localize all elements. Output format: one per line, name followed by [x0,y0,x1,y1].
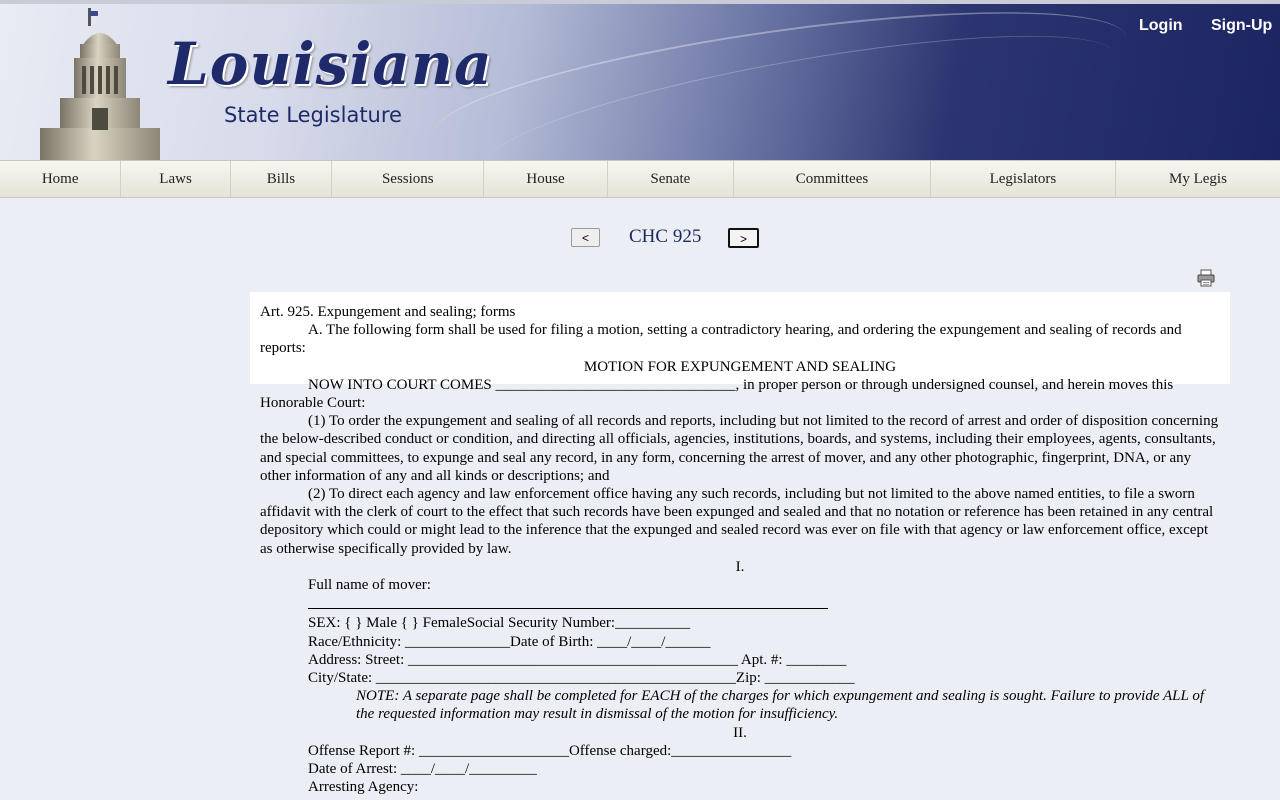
offense-line: Offense Report #: ____________________Offense charged:________________ [308,742,792,759]
nav-item-bills[interactable]: Bills [231,161,332,197]
nav-item-house[interactable]: House [484,161,607,197]
banner-top-border [0,0,1280,4]
full-name-label: Full name of mover: [308,577,431,594]
capitol-building-image [30,8,170,160]
section-heading-1: I. [735,558,745,575]
previous-article-button[interactable]: < [571,228,600,247]
document-code: CHC 925 [629,226,702,247]
race-dob-line: Race/Ethnicity: ______________Date of Birth: ____/____/______ [308,633,711,650]
nav-item-sessions[interactable]: Sessions [332,161,484,197]
paragraph-a: A. The following form shall be used for filing a motion, setting a contradictory hearing, and ordering the expungement and sealing of records and reports: [260,322,1182,357]
full-name-blank-line [260,594,1220,614]
logo-title: Louisiana [168,30,493,98]
item-1-paragraph: (1) To order the expungement and sealing of all records and reports, including but not limited to the record of arrest and order of disposition concerning the below-described conduct or condition, and directing all officials, agencies, institutions, boards, and systems, including their employees, agents, consultants, and special committees, to expunge and seal any record, in any form, concerning the arrest of mover, and any other photographic, fingerprint, DNA, or any other information of any and all kinds or descriptions; and [260,413,1219,484]
article-title: Art. 925. Expungement and sealing; forms [260,304,516,320]
motion-heading: MOTION FOR EXPUNGEMENT AND SEALING [583,358,897,375]
separate-page-note: NOTE: A separate page shall be completed for EACH of the charges for which expungement and sealing is sought. Failure to provide ALL of the requested information may result in dismissal of the motion for insufficiency. [356,688,1204,723]
main-nav [0,160,1280,198]
law-document [260,303,1220,796]
item-2-paragraph: (2) To direct each agency and law enforcement office having any such records, including but not limited to the above named entities, to file a sworn affidavit with the clerk of court to the effect that such records have been expunged and sealed and that no notation or reference has been retained in any central depository which could or might lead to the inference that the expunged and sealed record was ever on file with that agency or law enforcement office, except as otherwise specifically provided by law. [260,486,1214,557]
nav-item-my-legis[interactable]: My Legis [1169,170,1227,187]
section-heading-2: II. [733,724,747,741]
now-into-court-paragraph: NOW INTO COURT COMES ________________________________, in proper person or through undersigned counsel, and herein moves this Honorable Court: [260,376,1174,412]
sex-ssn-line: SEX: { } Male { } FemaleSocial Security Number:__________ [308,615,691,632]
arresting-agency-line: Arresting Agency: [308,779,419,796]
nav-item-home[interactable]: Home [0,161,121,197]
arrest-date-line: Date of Arrest: ____/____/_________ [308,761,537,778]
login-link[interactable]: Login [1139,17,1183,34]
printer-icon[interactable] [1197,269,1215,287]
signup-link[interactable]: Sign-Up [1211,17,1273,34]
nav-item-senate[interactable]: Senate [608,161,734,197]
nav-item-laws[interactable]: Laws [121,161,230,197]
city-state-zip-line: City/State: ________________________________________________Zip: ____________ [308,670,855,687]
nav-item-committees[interactable]: Committees [734,161,931,197]
address-line: Address: Street: ____________________________________________ Apt. #: ________ [308,651,847,668]
next-article-button[interactable]: > [728,228,759,248]
logo-subtitle: State Legislature [224,103,402,127]
nav-item-legislators[interactable]: Legislators [931,161,1116,197]
site-banner [0,0,1280,160]
